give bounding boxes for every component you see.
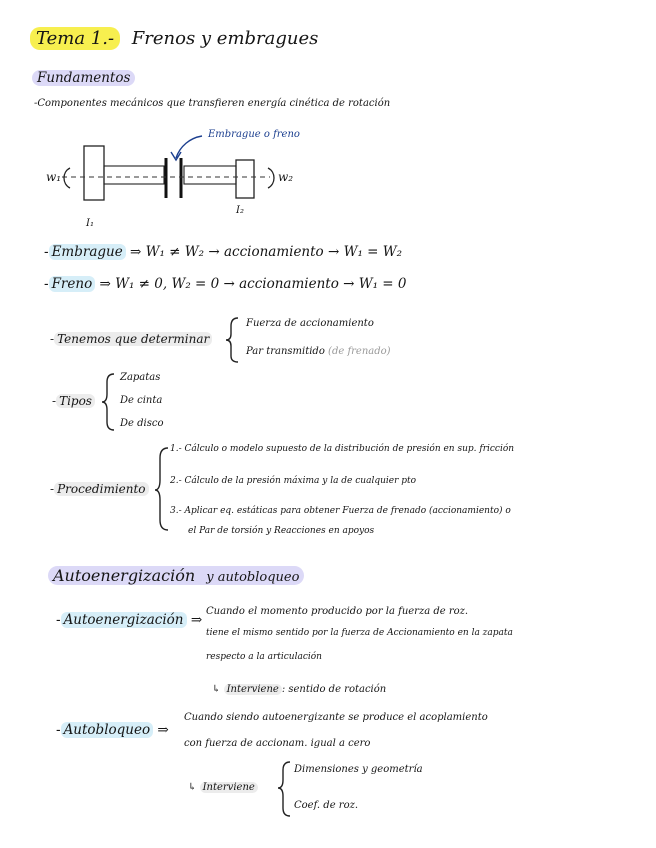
tipos-item-1: Zapatas xyxy=(120,372,161,383)
inertia-1-disk xyxy=(84,146,104,200)
label-i1: I₁ xyxy=(86,218,94,229)
intro-line: -Componentes mecánicos que transfieren energía cinética de rotación xyxy=(34,98,391,109)
determinar-item-2-note: (de frenado) xyxy=(328,346,391,357)
autobloqueo-line-1: Cuando siendo autoenergizante se produce el acoplamiento xyxy=(184,712,488,723)
procedimiento-label: - Procedimiento xyxy=(50,482,149,496)
autoenergizacion-line-2: tiene el mismo sentido por la fuerza de Accionamiento en la zapata xyxy=(206,628,513,638)
autoenergizacion-line-1: Cuando el momento producido por la fuerza de roz. xyxy=(206,606,469,617)
embrague-term: Embrague xyxy=(49,244,126,260)
section-heading-fundamentos: Fundamentos xyxy=(32,70,135,86)
rotation-arrow-left xyxy=(64,168,70,188)
shaft-left xyxy=(104,166,164,184)
autobloqueo-line-2: con fuerza de accionam. igual a cero xyxy=(184,738,371,749)
determinar-item-1: Fuerza de accionamiento xyxy=(246,318,374,329)
label-i2: I₂ xyxy=(236,205,244,216)
freno-term: Freno xyxy=(49,276,96,292)
section-heading-autoenergizacion: Autoenergización y autobloqueo xyxy=(48,566,304,585)
autoenergizacion-term: Autoenergización xyxy=(61,612,187,628)
brace-determinar xyxy=(226,318,238,362)
determinar-label: - Tenemos que determinar xyxy=(50,332,212,346)
freno-line: - Freno ⇒ W₁ ≠ 0, W₂ = 0 → accionamiento → W₁ = 0 xyxy=(44,276,407,292)
inertia-2-disk xyxy=(236,160,254,198)
procedimiento-step-2: 2.- Cálculo de la presión máxima y la de cualquier pto xyxy=(170,476,417,486)
tipos-label: - Tipos xyxy=(52,394,95,408)
brace-tipos xyxy=(102,374,114,430)
autobloqueo-term: Autobloqueo xyxy=(61,722,154,738)
autobloqueo-item-2: Coef. de roz. xyxy=(294,800,359,811)
title-topic: Frenos y embragues xyxy=(131,28,319,49)
procedimiento-term: Procedimiento xyxy=(54,482,148,496)
autobloqueo-item-1: Dimensiones y geometría xyxy=(294,764,423,775)
determinar-term: Tenemos que determinar xyxy=(54,332,212,346)
brace-procedimiento xyxy=(155,448,168,530)
autoenergizacion-line-3: respecto a la articulación xyxy=(206,652,322,662)
procedimiento-step-3a: 3.- Aplicar eq. estáticas para obtener Fuerza de frenado (accionamiento) o xyxy=(170,506,511,516)
procedimiento-step-1: 1.- Cálculo o modelo supuesto de la distribución de presión en sup. fricción xyxy=(170,444,515,454)
title-tema: Tema 1.- xyxy=(30,27,120,50)
shaft-right xyxy=(184,166,236,184)
rotation-arrow-right xyxy=(268,168,274,188)
tipos-term: Tipos xyxy=(56,394,95,408)
autobloqueo-interviene: ↳ Interviene xyxy=(188,782,258,793)
procedimiento-step-3b: el Par de torsión y Reacciones en apoyos xyxy=(188,526,375,536)
determinar-item-2: Par transmitido (de frenado) xyxy=(246,346,391,357)
tipos-item-3: De disco xyxy=(120,418,164,429)
tipos-item-2: De cinta xyxy=(120,395,163,406)
callout-label: Embrague o freno xyxy=(208,129,300,140)
freno-text: ⇒ W₁ ≠ 0, W₂ = 0 → accionamiento → W₁ = 0 xyxy=(99,276,407,292)
embrague-line: - Embrague ⇒ W₁ ≠ W₂ → accionamiento → W₁ = W₂ xyxy=(44,244,403,260)
label-w1: w₁ xyxy=(46,170,62,184)
label-w2: w₂ xyxy=(278,170,294,184)
autoenergizacion-label: - Autoenergización ⇒ xyxy=(56,612,203,628)
brace-interviene xyxy=(278,762,290,816)
embrague-text: ⇒ W₁ ≠ W₂ → accionamiento → W₁ = W₂ xyxy=(130,244,403,260)
autoenergizacion-interviene: ↳ Interviene : sentido de rotación xyxy=(212,684,387,695)
autobloqueo-label: - Autobloqueo ⇒ xyxy=(56,722,169,738)
